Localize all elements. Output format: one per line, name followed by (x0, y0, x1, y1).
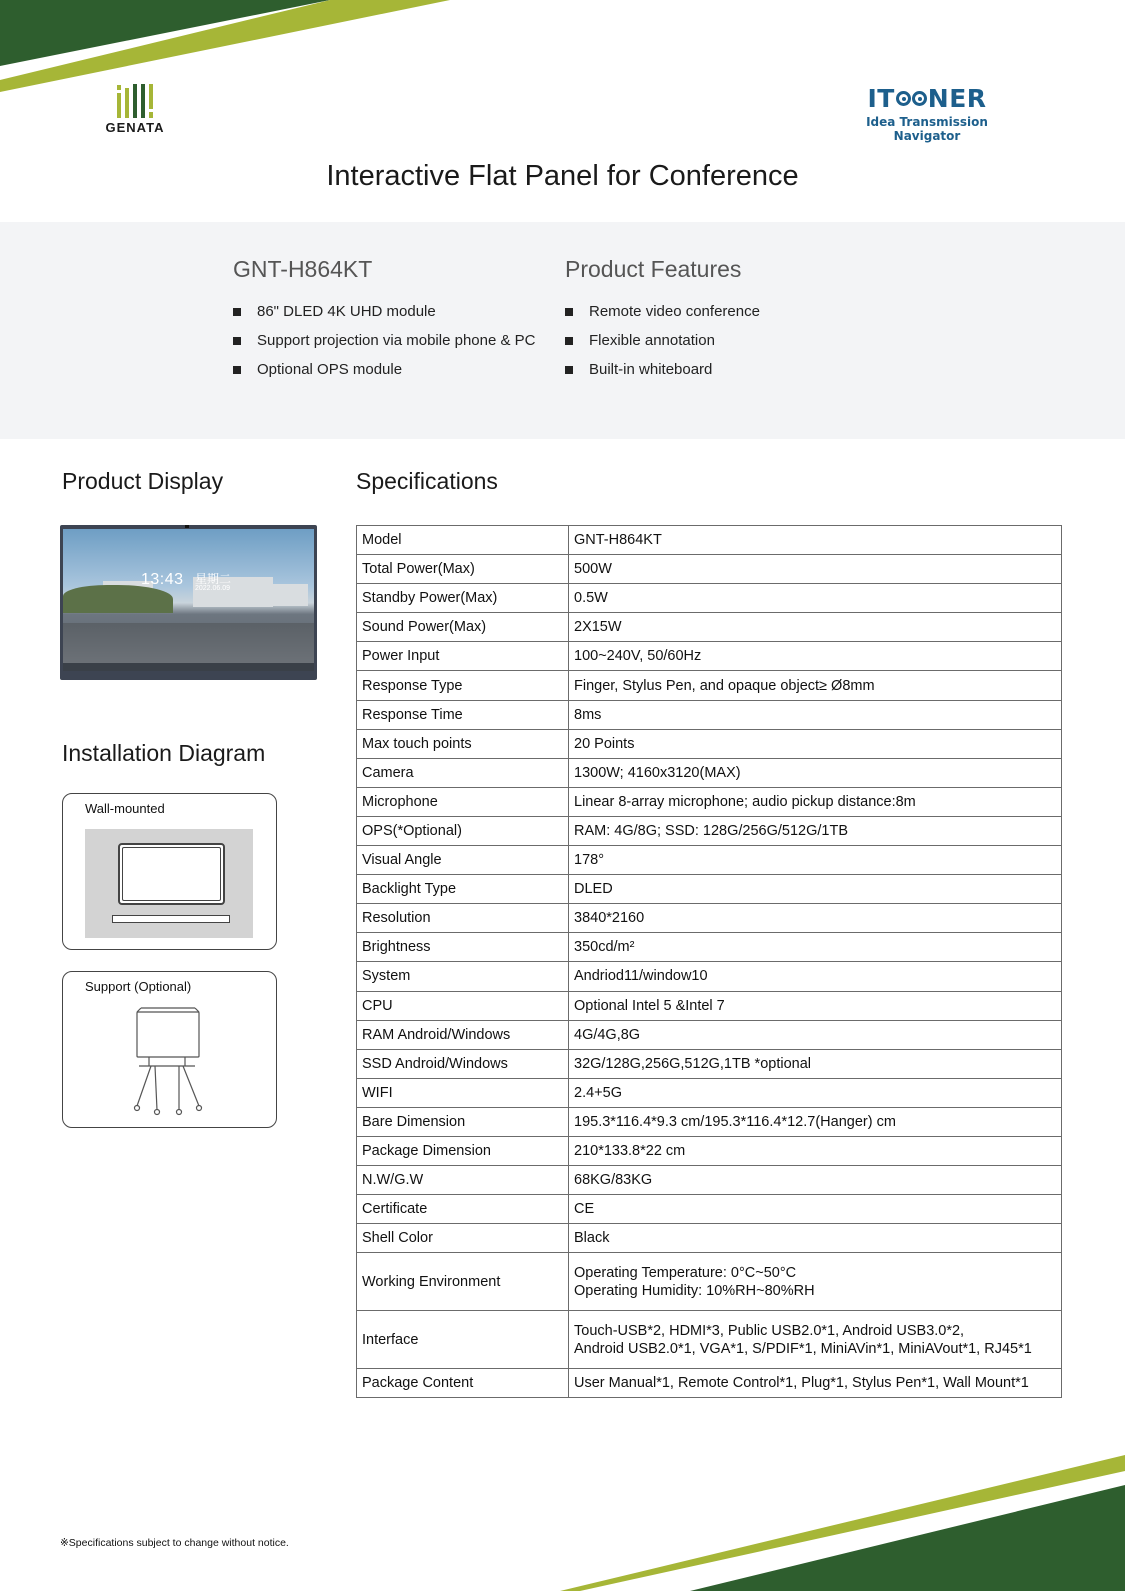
spec-value-line: Touch-USB*2, HDMI*3, Public USB2.0*1, Android USB3.0*2, (574, 1322, 965, 1339)
features-heading: Product Features (565, 256, 742, 282)
spec-label: Standby Power(Max) (357, 584, 569, 613)
table-row (357, 642, 1062, 671)
spec-label: RAM Android/Windows (357, 1020, 569, 1049)
spec-value: 350cd/m² (569, 933, 1062, 962)
spec-label: System (357, 962, 569, 991)
spec-value: Optional Intel 5 &Intel 7 (569, 991, 1062, 1020)
wall-mount-label: Wall-mounted (85, 801, 165, 816)
bullet-square-icon (565, 337, 573, 345)
list-item: Built-in whiteboard (565, 355, 760, 384)
table-row (357, 1224, 1062, 1253)
table-row (357, 846, 1062, 875)
spec-label: Interface (357, 1311, 569, 1369)
spec-value (569, 1311, 1062, 1369)
genata-logo (95, 82, 175, 135)
spec-value: 2.4+5G (569, 1078, 1062, 1107)
table-row (357, 526, 1062, 555)
spec-label: N.W/G.W (357, 1166, 569, 1195)
table-row (357, 1311, 1062, 1369)
table-row (357, 904, 1062, 933)
wall-mount-option (62, 793, 277, 950)
spec-label: SSD Android/Windows (357, 1049, 569, 1078)
table-row (357, 1253, 1062, 1311)
spec-label: Sound Power(Max) (357, 613, 569, 642)
spec-value: 32G/128G,256G,512G,1TB *optional (569, 1049, 1062, 1078)
spec-label: Backlight Type (357, 875, 569, 904)
table-row (357, 700, 1062, 729)
screen-date: 2022.06.09 (195, 585, 231, 592)
table-row (357, 1195, 1062, 1224)
support-stand-option (62, 971, 277, 1128)
bullet-square-icon (233, 366, 241, 374)
list-item: Optional OPS module (233, 355, 536, 384)
table-row (357, 816, 1062, 845)
table-row (357, 787, 1062, 816)
spec-value: 20 Points (569, 729, 1062, 758)
installation-title: Installation Diagram (62, 740, 266, 766)
panel-icon (118, 843, 225, 905)
screen-time: 13:43 (141, 571, 184, 588)
table-row (357, 1078, 1062, 1107)
spec-label: OPS(*Optional) (357, 816, 569, 845)
spec-value: 195.3*116.4*9.3 cm/195.3*116.4*12.7(Hanger) cm (569, 1107, 1062, 1136)
specifications-table (356, 525, 1062, 1398)
model-heading: GNT-H864KT (233, 256, 373, 282)
table-row (357, 584, 1062, 613)
spec-value: 3840*2160 (569, 904, 1062, 933)
itooner-logo (832, 84, 1022, 143)
overview-band (0, 222, 1125, 439)
genata-logo-mark (115, 82, 155, 118)
table-row (357, 758, 1062, 787)
spec-value: CE (569, 1195, 1062, 1224)
table-row (357, 1049, 1062, 1078)
mobile-stand-icon (129, 1006, 203, 1118)
spec-label: Bare Dimension (357, 1107, 569, 1136)
features-list (565, 297, 760, 384)
spec-value: RAM: 4G/8G; SSD: 128G/256G/512G/1TB (569, 816, 1062, 845)
spec-value: 8ms (569, 700, 1062, 729)
spec-label: Total Power(Max) (357, 555, 569, 584)
table-row (357, 962, 1062, 991)
spec-label: Max touch points (357, 729, 569, 758)
table-row (357, 1166, 1062, 1195)
table-row (357, 1369, 1062, 1398)
spec-label: CPU (357, 991, 569, 1020)
top-left-stripes (0, 0, 460, 100)
spec-label: Working Environment (357, 1253, 569, 1311)
bottom-right-stripes (560, 1445, 1125, 1591)
spec-value: Finger, Stylus Pen, and opaque object≥ Ø8mm (569, 671, 1062, 700)
spec-label: Brightness (357, 933, 569, 962)
spec-value: 178° (569, 846, 1062, 875)
spec-value: User Manual*1, Remote Control*1, Plug*1, Stylus Pen*1, Wall Mount*1 (569, 1369, 1062, 1398)
bullet-square-icon (233, 337, 241, 345)
list-item: 86" DLED 4K UHD module (233, 297, 536, 326)
spec-label: Microphone (357, 787, 569, 816)
table-row (357, 1107, 1062, 1136)
disclaimer-note: ※Specifications subject to change without notice. (60, 1537, 289, 1549)
spec-label: WIFI (357, 1078, 569, 1107)
camera-icon (185, 525, 189, 528)
spec-value: Andriod11/window10 (569, 962, 1062, 991)
spec-value: 500W (569, 555, 1062, 584)
spec-value: Black (569, 1224, 1062, 1253)
spec-label: Power Input (357, 642, 569, 671)
spec-label: Visual Angle (357, 846, 569, 875)
screen-day: 星期二 (195, 572, 232, 586)
product-display-image (60, 525, 317, 680)
screen-taskbar (63, 663, 314, 671)
table-row (357, 613, 1062, 642)
table-row (357, 991, 1062, 1020)
model-summary (233, 256, 536, 384)
spec-value: 100~240V, 50/60Hz (569, 642, 1062, 671)
spec-value: GNT-H864KT (569, 526, 1062, 555)
spec-value (569, 1253, 1062, 1311)
table-row (357, 671, 1062, 700)
spec-value: 0.5W (569, 584, 1062, 613)
itooner-tagline: Idea Transmission Navigator (866, 115, 988, 143)
spec-value: Linear 8-array microphone; audio pickup distance:8m (569, 787, 1062, 816)
list-item: Flexible annotation (565, 326, 760, 355)
spec-value: 2X15W (569, 613, 1062, 642)
spec-label: Camera (357, 758, 569, 787)
spec-value: 210*133.8*22 cm (569, 1136, 1062, 1165)
spec-label: Resolution (357, 904, 569, 933)
product-features (565, 256, 760, 384)
spec-label: Certificate (357, 1195, 569, 1224)
spec-label: Response Time (357, 700, 569, 729)
itooner-brand-text: IT NER (867, 84, 987, 113)
spec-label: Shell Color (357, 1224, 569, 1253)
list-item: Remote video conference (565, 297, 760, 326)
product-display-title: Product Display (62, 468, 224, 494)
panel-screen (63, 529, 314, 671)
bullet-square-icon (233, 308, 241, 316)
spec-value: DLED (569, 875, 1062, 904)
specifications-title: Specifications (356, 468, 498, 494)
itooner-eyes-icon (896, 91, 927, 106)
table-row (357, 933, 1062, 962)
spec-value: 1300W; 4160x3120(MAX) (569, 758, 1062, 787)
spec-value: 68KG/83KG (569, 1166, 1062, 1195)
spec-label: Package Content (357, 1369, 569, 1398)
spec-label: Response Type (357, 671, 569, 700)
spec-label: Package Dimension (357, 1136, 569, 1165)
spec-label: Model (357, 526, 569, 555)
bullet-square-icon (565, 366, 573, 374)
spec-value: 4G/4G,8G (569, 1020, 1062, 1049)
table-row (357, 555, 1062, 584)
table-row (357, 1136, 1062, 1165)
spec-value-line: Operating Humidity: 10%RH~80%RH (574, 1282, 815, 1299)
wall-mount-illustration (85, 829, 253, 938)
model-highlights (233, 297, 536, 384)
genata-brand-text: GENATA (105, 120, 165, 135)
spec-value-line: Operating Temperature: 0°C~50°C (574, 1264, 797, 1281)
spec-value-line: Android USB2.0*1, VGA*1, S/PDIF*1, MiniAVin*1, MiniAVout*1, RJ45*1 (574, 1340, 1032, 1357)
table-row (357, 729, 1062, 758)
support-stand-label: Support (Optional) (85, 979, 192, 994)
page-title: Interactive Flat Panel for Conference (326, 160, 799, 192)
list-item: Support projection via mobile phone & PC (233, 326, 536, 355)
bullet-square-icon (565, 308, 573, 316)
table-row (357, 1020, 1062, 1049)
wall-bracket-icon (112, 915, 230, 923)
table-row (357, 875, 1062, 904)
